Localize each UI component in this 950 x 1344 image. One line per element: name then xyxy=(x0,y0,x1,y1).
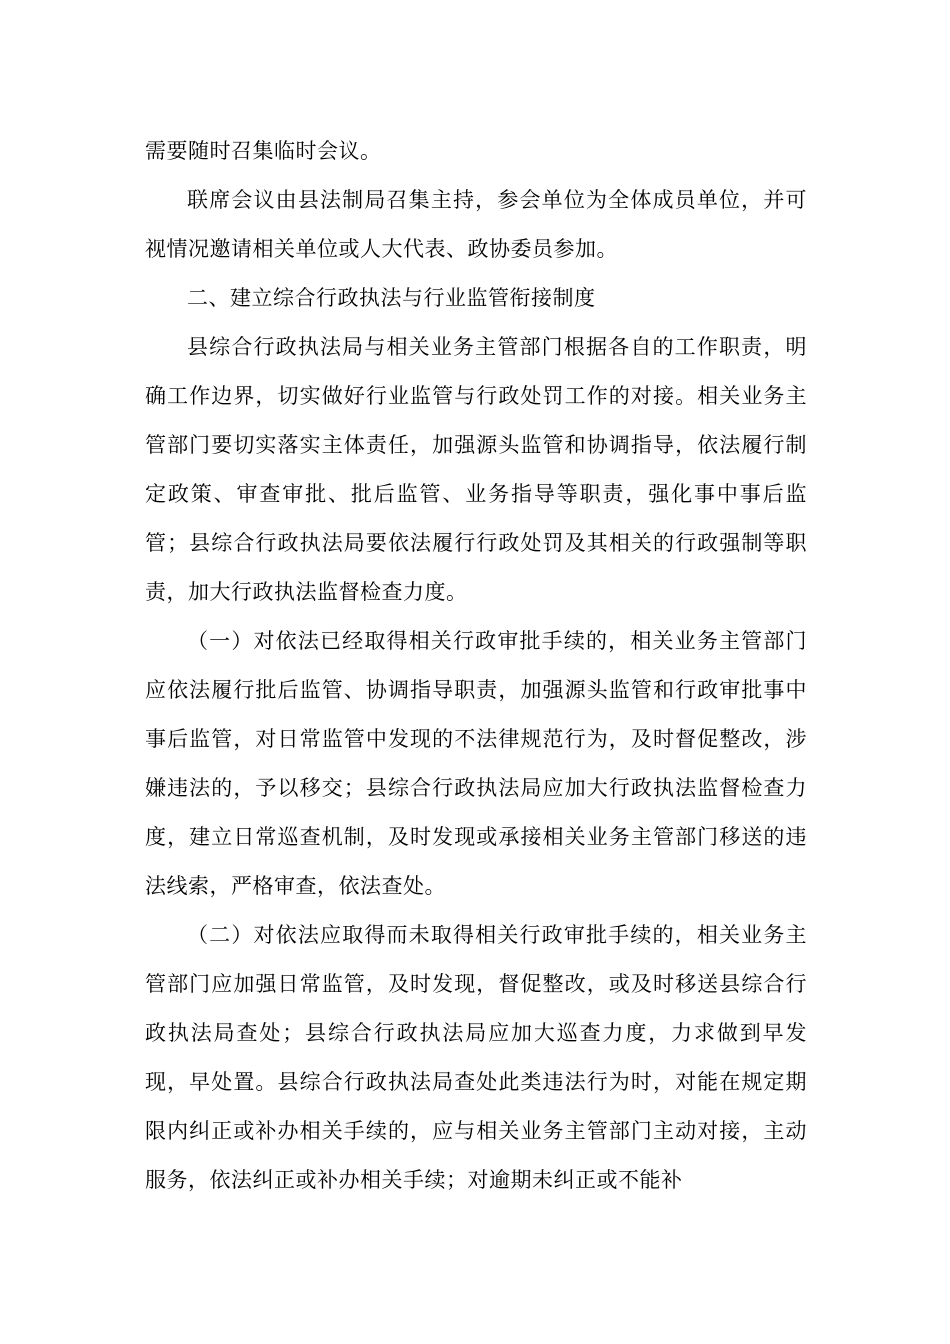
document-body xyxy=(145,127,807,1205)
section-heading-2: 二、建立综合行政执法与行业监管衔接制度 xyxy=(187,286,596,310)
paragraph-joint-meeting: 联席会议由县法制局召集主持，参会单位为全体成员单位，并可视情况邀请相关单位或人大代表、政协委员参加。 xyxy=(145,188,807,261)
paragraph-item-1: （一）对依法已经取得相关行政审批手续的，相关业务主管部门应依法履行批后监管、协调指导职责，加强源头监管和行政审批事中事后监管，对日常监管中发现的不法律规范行为，及时督促整改，涉嫌违法的，予以移交；县综合行政执法局应加大行政执法监督检查力度，建立日常巡查机制，及时发现或承接相关业务主管部门移送的违法线索，严格审查，依法查处。 xyxy=(145,629,807,898)
paragraph-continuation: 需要随时召集临时会议。 xyxy=(145,139,382,163)
paragraph-responsibilities: 县综合行政执法局与相关业务主管部门根据各自的工作职责，明确工作边界，切实做好行业监管与行政处罚工作的对接。相关业务主管部门要切实落实主体责任，加强源头监管和协调指导，依法履行制定政策、审查审批、批后监管、业务指导等职责，强化事中事后监管；县综合行政执法局要依法履行行政处罚及其相关的行政强制等职责，加大行政执法监督检查力度。 xyxy=(145,335,807,604)
paragraph-item-2: （二）对依法应取得而未取得相关行政审批手续的，相关业务主管部门应加强日常监管，及时发现，督促整改，或及时移送县综合行政执法局查处；县综合行政执法局应加大巡查力度，力求做到早发现，早处置。县综合行政执法局查处此类违法行为时，对能在规定期限内纠正或补办相关手续的，应与相关业务主管部门主动对接，主动服务，依法纠正或补办相关手续；对逾期未纠正或不能补 xyxy=(145,923,807,1192)
